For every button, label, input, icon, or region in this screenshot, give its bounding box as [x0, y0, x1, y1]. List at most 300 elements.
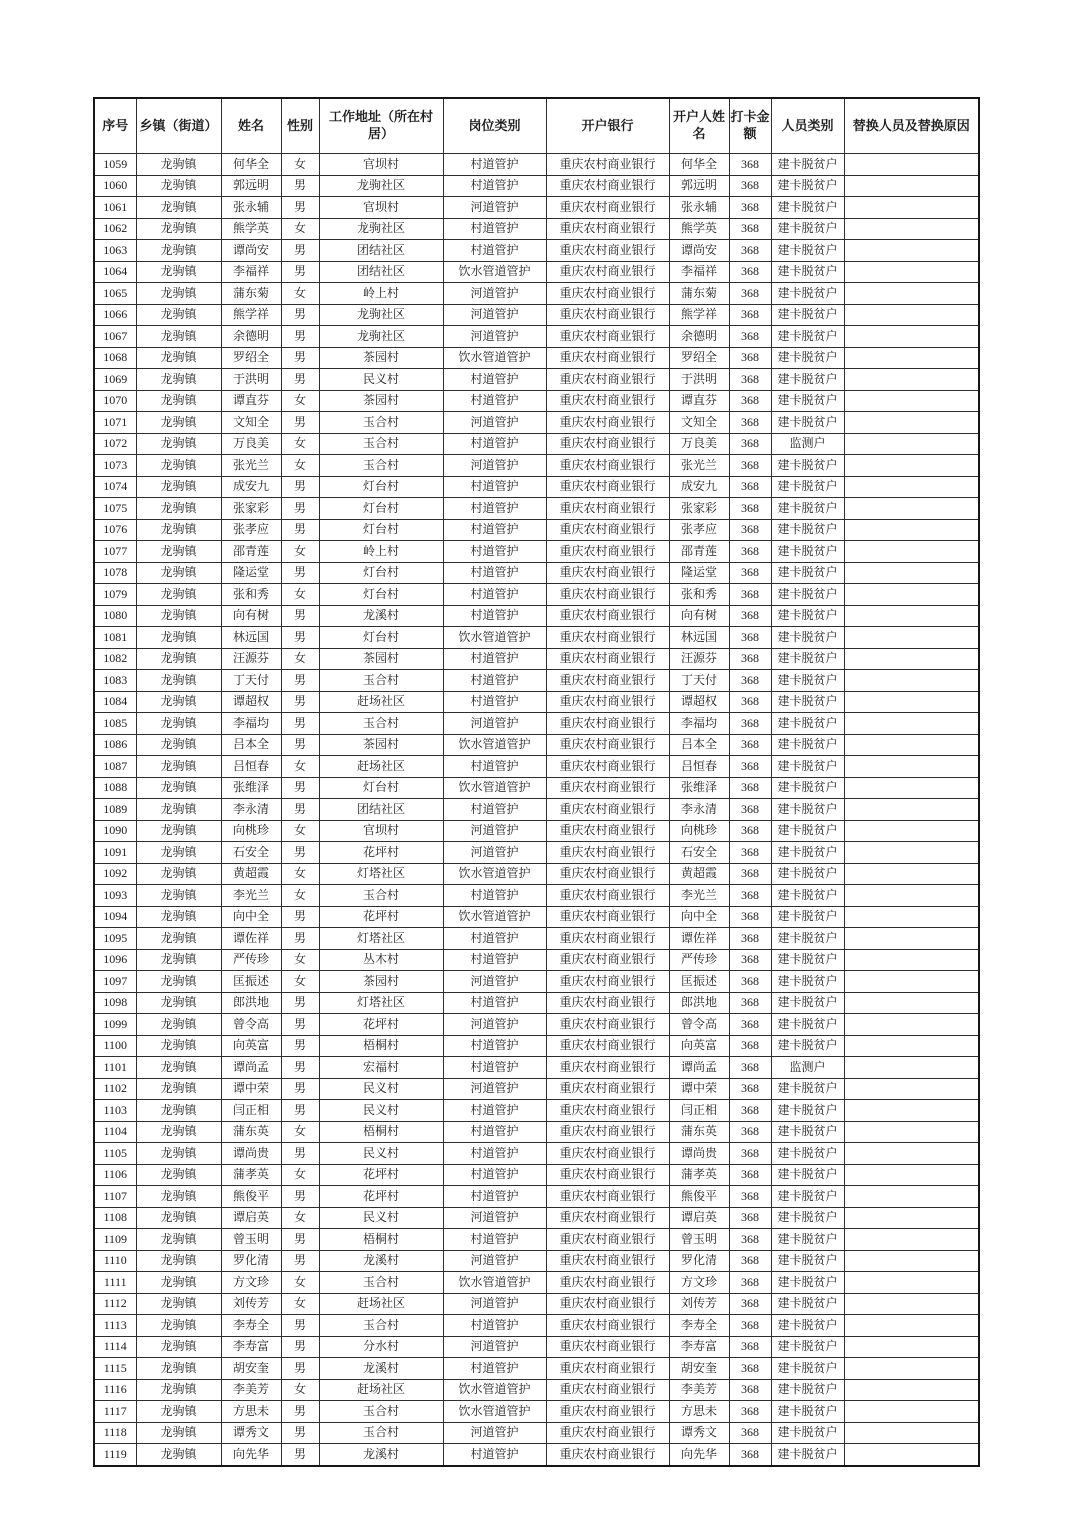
cell-category: 建卡脱贫户	[771, 455, 844, 477]
table-row	[94, 1401, 979, 1423]
cell-gender: 女	[281, 820, 319, 842]
cell-amount: 368	[729, 519, 771, 541]
table-row	[94, 197, 979, 219]
cell-index: 1112	[94, 1293, 136, 1315]
cell-job: 村道管护	[443, 648, 546, 670]
cell-township: 龙驹镇	[136, 885, 221, 907]
cell-account-name: 李福均	[669, 713, 729, 735]
cell-job: 村道管护	[443, 1100, 546, 1122]
cell-amount: 368	[729, 1250, 771, 1272]
cell-gender: 女	[281, 1293, 319, 1315]
cell-township: 龙驹镇	[136, 1358, 221, 1380]
cell-account-name: 向桃珍	[669, 820, 729, 842]
cell-account-name: 汪源芬	[669, 648, 729, 670]
cell-category: 建卡脱贫户	[771, 992, 844, 1014]
cell-index: 1111	[94, 1272, 136, 1294]
cell-category: 建卡脱贫户	[771, 584, 844, 606]
cell-bank: 重庆农村商业银行	[546, 197, 669, 219]
cell-amount: 368	[729, 756, 771, 778]
cell-name: 谭尚贵	[221, 1143, 281, 1165]
cell-job: 河道管护	[443, 713, 546, 735]
cell-village: 茶园村	[319, 390, 443, 412]
cell-township: 龙驹镇	[136, 670, 221, 692]
cell-township: 龙驹镇	[136, 1336, 221, 1358]
cell-village: 民义村	[319, 1078, 443, 1100]
table-row	[94, 1444, 979, 1466]
cell-gender: 女	[281, 541, 319, 563]
cell-category: 监测户	[771, 1057, 844, 1079]
table-row	[94, 906, 979, 928]
cell-account-name: 谭中荣	[669, 1078, 729, 1100]
cell-replacement	[844, 1014, 979, 1036]
cell-name: 蒲东菊	[221, 283, 281, 305]
cell-gender: 男	[281, 1078, 319, 1100]
cell-township: 龙驹镇	[136, 1250, 221, 1272]
cell-account-name: 罗化清	[669, 1250, 729, 1272]
cell-replacement	[844, 1186, 979, 1208]
cell-index: 1060	[94, 175, 136, 197]
cell-category: 建卡脱贫户	[771, 1143, 844, 1165]
cell-account-name: 林远国	[669, 627, 729, 649]
cell-account-name: 吕本全	[669, 734, 729, 756]
cell-replacement	[844, 197, 979, 219]
cell-account-name: 方文珍	[669, 1272, 729, 1294]
cell-bank: 重庆农村商业银行	[546, 799, 669, 821]
cell-bank: 重庆农村商业银行	[546, 218, 669, 240]
cell-replacement	[844, 304, 979, 326]
cell-index: 1102	[94, 1078, 136, 1100]
cell-name: 吕恒春	[221, 756, 281, 778]
table-row	[94, 498, 979, 520]
cell-category: 建卡脱贫户	[771, 1401, 844, 1423]
table-row	[94, 799, 979, 821]
cell-amount: 368	[729, 283, 771, 305]
cell-category: 建卡脱贫户	[771, 304, 844, 326]
cell-bank: 重庆农村商业银行	[546, 605, 669, 627]
cell-gender: 男	[281, 369, 319, 391]
cell-account-name: 隆运堂	[669, 562, 729, 584]
cell-township: 龙驹镇	[136, 1035, 221, 1057]
cell-index: 1061	[94, 197, 136, 219]
cell-index: 1113	[94, 1315, 136, 1337]
table-row	[94, 240, 979, 262]
cell-township: 龙驹镇	[136, 261, 221, 283]
cell-bank: 重庆农村商业银行	[546, 1164, 669, 1186]
cell-bank: 重庆农村商业银行	[546, 971, 669, 993]
cell-index: 1114	[94, 1336, 136, 1358]
table-row	[94, 1035, 979, 1057]
cell-gender: 男	[281, 691, 319, 713]
cell-index: 1099	[94, 1014, 136, 1036]
cell-index: 1107	[94, 1186, 136, 1208]
cell-index: 1070	[94, 390, 136, 412]
cell-index: 1096	[94, 949, 136, 971]
cell-replacement	[844, 691, 979, 713]
cell-amount: 368	[729, 197, 771, 219]
cell-category: 建卡脱贫户	[771, 197, 844, 219]
cell-job: 河道管护	[443, 1422, 546, 1444]
cell-township: 龙驹镇	[136, 648, 221, 670]
cell-category: 建卡脱贫户	[771, 261, 844, 283]
cell-category: 建卡脱贫户	[771, 756, 844, 778]
table-row	[94, 605, 979, 627]
cell-name: 谭超权	[221, 691, 281, 713]
cell-name: 蒲东英	[221, 1121, 281, 1143]
cell-job: 村道管护	[443, 433, 546, 455]
cell-index: 1067	[94, 326, 136, 348]
cell-name: 向中全	[221, 906, 281, 928]
cell-bank: 重庆农村商业银行	[546, 1057, 669, 1079]
cell-township: 龙驹镇	[136, 390, 221, 412]
cell-account-name: 谭秀文	[669, 1422, 729, 1444]
cell-village: 民义村	[319, 369, 443, 391]
cell-amount: 368	[729, 1401, 771, 1423]
cell-amount: 368	[729, 906, 771, 928]
cell-amount: 368	[729, 1315, 771, 1337]
cell-gender: 男	[281, 1057, 319, 1079]
cell-village: 龙驹社区	[319, 304, 443, 326]
cell-job: 饮水管道管护	[443, 627, 546, 649]
cell-replacement	[844, 928, 979, 950]
cell-replacement	[844, 885, 979, 907]
cell-replacement	[844, 1379, 979, 1401]
cell-village: 灯台村	[319, 584, 443, 606]
cell-township: 龙驹镇	[136, 971, 221, 993]
cell-amount: 368	[729, 154, 771, 176]
cell-township: 龙驹镇	[136, 498, 221, 520]
cell-replacement	[844, 648, 979, 670]
cell-amount: 368	[729, 433, 771, 455]
cell-replacement	[844, 455, 979, 477]
cell-replacement	[844, 412, 979, 434]
cell-account-name: 向英富	[669, 1035, 729, 1057]
table-row	[94, 1078, 979, 1100]
cell-amount: 368	[729, 820, 771, 842]
cell-category: 建卡脱贫户	[771, 240, 844, 262]
cell-category: 建卡脱贫户	[771, 1272, 844, 1294]
cell-account-name: 张孝应	[669, 519, 729, 541]
cell-gender: 女	[281, 971, 319, 993]
cell-bank: 重庆农村商业银行	[546, 670, 669, 692]
cell-replacement	[844, 541, 979, 563]
cell-village: 官坝村	[319, 154, 443, 176]
cell-village: 分水村	[319, 1336, 443, 1358]
cell-job: 河道管护	[443, 1293, 546, 1315]
cell-job: 饮水管道管护	[443, 1272, 546, 1294]
cell-gender: 男	[281, 476, 319, 498]
cell-gender: 男	[281, 670, 319, 692]
cell-name: 郭远明	[221, 175, 281, 197]
cell-account-name: 谭直芬	[669, 390, 729, 412]
cell-township: 龙驹镇	[136, 584, 221, 606]
cell-bank: 重庆农村商业银行	[546, 1250, 669, 1272]
table-row	[94, 1186, 979, 1208]
cell-account-name: 曾令高	[669, 1014, 729, 1036]
cell-category: 建卡脱贫户	[771, 541, 844, 563]
header-index: 序号	[94, 98, 136, 154]
cell-category: 建卡脱贫户	[771, 648, 844, 670]
cell-amount: 368	[729, 390, 771, 412]
cell-amount: 368	[729, 691, 771, 713]
cell-bank: 重庆农村商业银行	[546, 1293, 669, 1315]
cell-gender: 男	[281, 326, 319, 348]
cell-job: 村道管护	[443, 1164, 546, 1186]
cell-index: 1104	[94, 1121, 136, 1143]
cell-name: 蒲孝英	[221, 1164, 281, 1186]
cell-job: 村道管护	[443, 799, 546, 821]
cell-township: 龙驹镇	[136, 1401, 221, 1423]
cell-village: 龙溪村	[319, 1250, 443, 1272]
cell-gender: 女	[281, 390, 319, 412]
cell-account-name: 张永辅	[669, 197, 729, 219]
cell-category: 建卡脱贫户	[771, 369, 844, 391]
cell-name: 刘传芳	[221, 1293, 281, 1315]
cell-bank: 重庆农村商业银行	[546, 154, 669, 176]
cell-index: 1092	[94, 863, 136, 885]
cell-name: 向有树	[221, 605, 281, 627]
cell-village: 龙驹社区	[319, 175, 443, 197]
table-row	[94, 820, 979, 842]
cell-gender: 男	[281, 562, 319, 584]
cell-bank: 重庆农村商业银行	[546, 326, 669, 348]
table-row	[94, 713, 979, 735]
header-gender: 性别	[281, 98, 319, 154]
table-row	[94, 433, 979, 455]
cell-name: 何华全	[221, 154, 281, 176]
cell-village: 官坝村	[319, 820, 443, 842]
cell-township: 龙驹镇	[136, 1143, 221, 1165]
cell-replacement	[844, 240, 979, 262]
cell-account-name: 李寿全	[669, 1315, 729, 1337]
cell-village: 花坪村	[319, 1186, 443, 1208]
cell-index: 1077	[94, 541, 136, 563]
cell-amount: 368	[729, 1444, 771, 1466]
cell-gender: 女	[281, 283, 319, 305]
cell-job: 河道管护	[443, 1207, 546, 1229]
cell-gender: 女	[281, 1121, 319, 1143]
cell-category: 建卡脱贫户	[771, 1358, 844, 1380]
cell-index: 1098	[94, 992, 136, 1014]
cell-village: 玉合村	[319, 670, 443, 692]
cell-category: 建卡脱贫户	[771, 1078, 844, 1100]
cell-job: 河道管护	[443, 455, 546, 477]
cell-township: 龙驹镇	[136, 949, 221, 971]
cell-bank: 重庆农村商业银行	[546, 455, 669, 477]
cell-amount: 368	[729, 304, 771, 326]
cell-replacement	[844, 1315, 979, 1337]
header-bank: 开户银行	[546, 98, 669, 154]
table-row	[94, 1422, 979, 1444]
cell-name: 张维泽	[221, 777, 281, 799]
cell-township: 龙驹镇	[136, 283, 221, 305]
cell-bank: 重庆农村商业银行	[546, 1035, 669, 1057]
cell-replacement	[844, 670, 979, 692]
cell-name: 李永清	[221, 799, 281, 821]
cell-gender: 男	[281, 928, 319, 950]
cell-name: 黄超霞	[221, 863, 281, 885]
cell-job: 饮水管道管护	[443, 734, 546, 756]
cell-replacement	[844, 1293, 979, 1315]
cell-job: 村道管护	[443, 1358, 546, 1380]
cell-bank: 重庆农村商业银行	[546, 906, 669, 928]
cell-category: 建卡脱贫户	[771, 605, 844, 627]
table-row	[94, 648, 979, 670]
cell-replacement	[844, 347, 979, 369]
cell-category: 建卡脱贫户	[771, 1014, 844, 1036]
cell-gender: 男	[281, 842, 319, 864]
cell-job: 河道管护	[443, 412, 546, 434]
cell-category: 建卡脱贫户	[771, 863, 844, 885]
cell-index: 1116	[94, 1379, 136, 1401]
cell-job: 河道管护	[443, 1336, 546, 1358]
cell-village: 花坪村	[319, 1014, 443, 1036]
cell-index: 1086	[94, 734, 136, 756]
table-row	[94, 154, 979, 176]
cell-category: 建卡脱贫户	[771, 1293, 844, 1315]
cell-index: 1078	[94, 562, 136, 584]
cell-name: 方思未	[221, 1401, 281, 1423]
cell-category: 建卡脱贫户	[771, 519, 844, 541]
cell-township: 龙驹镇	[136, 1057, 221, 1079]
cell-job: 河道管护	[443, 304, 546, 326]
cell-village: 灯台村	[319, 498, 443, 520]
cell-replacement	[844, 562, 979, 584]
cell-replacement	[844, 1444, 979, 1466]
table-row	[94, 1164, 979, 1186]
cell-village: 灯台村	[319, 476, 443, 498]
cell-village: 茶园村	[319, 347, 443, 369]
cell-category: 建卡脱贫户	[771, 1422, 844, 1444]
cell-index: 1072	[94, 433, 136, 455]
cell-name: 罗绍全	[221, 347, 281, 369]
cell-gender: 女	[281, 863, 319, 885]
cell-category: 建卡脱贫户	[771, 928, 844, 950]
cell-township: 龙驹镇	[136, 240, 221, 262]
cell-name: 谭中荣	[221, 1078, 281, 1100]
cell-category: 建卡脱贫户	[771, 1100, 844, 1122]
cell-township: 龙驹镇	[136, 519, 221, 541]
cell-account-name: 丁天付	[669, 670, 729, 692]
cell-job: 饮水管道管护	[443, 1379, 546, 1401]
cell-replacement	[844, 906, 979, 928]
cell-job: 村道管护	[443, 1057, 546, 1079]
cell-village: 龙溪村	[319, 1358, 443, 1380]
cell-account-name: 李光兰	[669, 885, 729, 907]
cell-amount: 368	[729, 240, 771, 262]
cell-category: 建卡脱贫户	[771, 476, 844, 498]
cell-village: 岭上村	[319, 541, 443, 563]
cell-gender: 男	[281, 992, 319, 1014]
table-row	[94, 1014, 979, 1036]
cell-gender: 女	[281, 1272, 319, 1294]
cell-gender: 男	[281, 1444, 319, 1466]
cell-township: 龙驹镇	[136, 369, 221, 391]
cell-village: 团结社区	[319, 799, 443, 821]
cell-index: 1069	[94, 369, 136, 391]
table-row	[94, 326, 979, 348]
cell-amount: 368	[729, 949, 771, 971]
header-row	[94, 98, 979, 154]
cell-name: 谭尚安	[221, 240, 281, 262]
cell-job: 村道管护	[443, 541, 546, 563]
cell-index: 1101	[94, 1057, 136, 1079]
cell-category: 建卡脱贫户	[771, 906, 844, 928]
cell-gender: 男	[281, 240, 319, 262]
cell-index: 1059	[94, 154, 136, 176]
cell-bank: 重庆农村商业银行	[546, 734, 669, 756]
table-row	[94, 1315, 979, 1337]
cell-job: 河道管护	[443, 326, 546, 348]
cell-account-name: 张光兰	[669, 455, 729, 477]
cell-index: 1080	[94, 605, 136, 627]
cell-township: 龙驹镇	[136, 476, 221, 498]
cell-bank: 重庆农村商业银行	[546, 175, 669, 197]
cell-job: 村道管护	[443, 670, 546, 692]
cell-name: 张和秀	[221, 584, 281, 606]
cell-account-name: 熊学祥	[669, 304, 729, 326]
cell-account-name: 谭尚孟	[669, 1057, 729, 1079]
cell-township: 龙驹镇	[136, 713, 221, 735]
cell-gender: 女	[281, 218, 319, 240]
cell-index: 1097	[94, 971, 136, 993]
cell-township: 龙驹镇	[136, 175, 221, 197]
cell-replacement	[844, 1422, 979, 1444]
cell-name: 曾令高	[221, 1014, 281, 1036]
cell-village: 玉合村	[319, 1315, 443, 1337]
cell-township: 龙驹镇	[136, 928, 221, 950]
cell-name: 向先华	[221, 1444, 281, 1466]
cell-index: 1118	[94, 1422, 136, 1444]
table-header	[94, 98, 979, 154]
cell-name: 文知全	[221, 412, 281, 434]
cell-village: 梧桐村	[319, 1229, 443, 1251]
cell-replacement	[844, 1121, 979, 1143]
cell-bank: 重庆农村商业银行	[546, 627, 669, 649]
cell-account-name: 闫正相	[669, 1100, 729, 1122]
cell-township: 龙驹镇	[136, 1078, 221, 1100]
cell-township: 龙驹镇	[136, 992, 221, 1014]
cell-category: 建卡脱贫户	[771, 799, 844, 821]
cell-village: 团结社区	[319, 261, 443, 283]
cell-gender: 男	[281, 1035, 319, 1057]
cell-village: 赶场社区	[319, 1293, 443, 1315]
cell-township: 龙驹镇	[136, 734, 221, 756]
cell-index: 1094	[94, 906, 136, 928]
cell-index: 1068	[94, 347, 136, 369]
cell-gender: 女	[281, 1207, 319, 1229]
cell-amount: 368	[729, 498, 771, 520]
cell-gender: 男	[281, 627, 319, 649]
cell-gender: 女	[281, 584, 319, 606]
cell-gender: 男	[281, 1358, 319, 1380]
cell-gender: 女	[281, 1379, 319, 1401]
cell-job: 河道管护	[443, 1078, 546, 1100]
cell-job: 村道管护	[443, 498, 546, 520]
cell-gender: 男	[281, 777, 319, 799]
cell-village: 梧桐村	[319, 1035, 443, 1057]
cell-job: 村道管护	[443, 154, 546, 176]
cell-amount: 368	[729, 1035, 771, 1057]
cell-replacement	[844, 949, 979, 971]
cell-replacement	[844, 1336, 979, 1358]
cell-township: 龙驹镇	[136, 412, 221, 434]
cell-replacement	[844, 799, 979, 821]
cell-amount: 368	[729, 1164, 771, 1186]
cell-account-name: 向中全	[669, 906, 729, 928]
cell-village: 灯塔社区	[319, 863, 443, 885]
cell-replacement	[844, 519, 979, 541]
cell-gender: 男	[281, 304, 319, 326]
